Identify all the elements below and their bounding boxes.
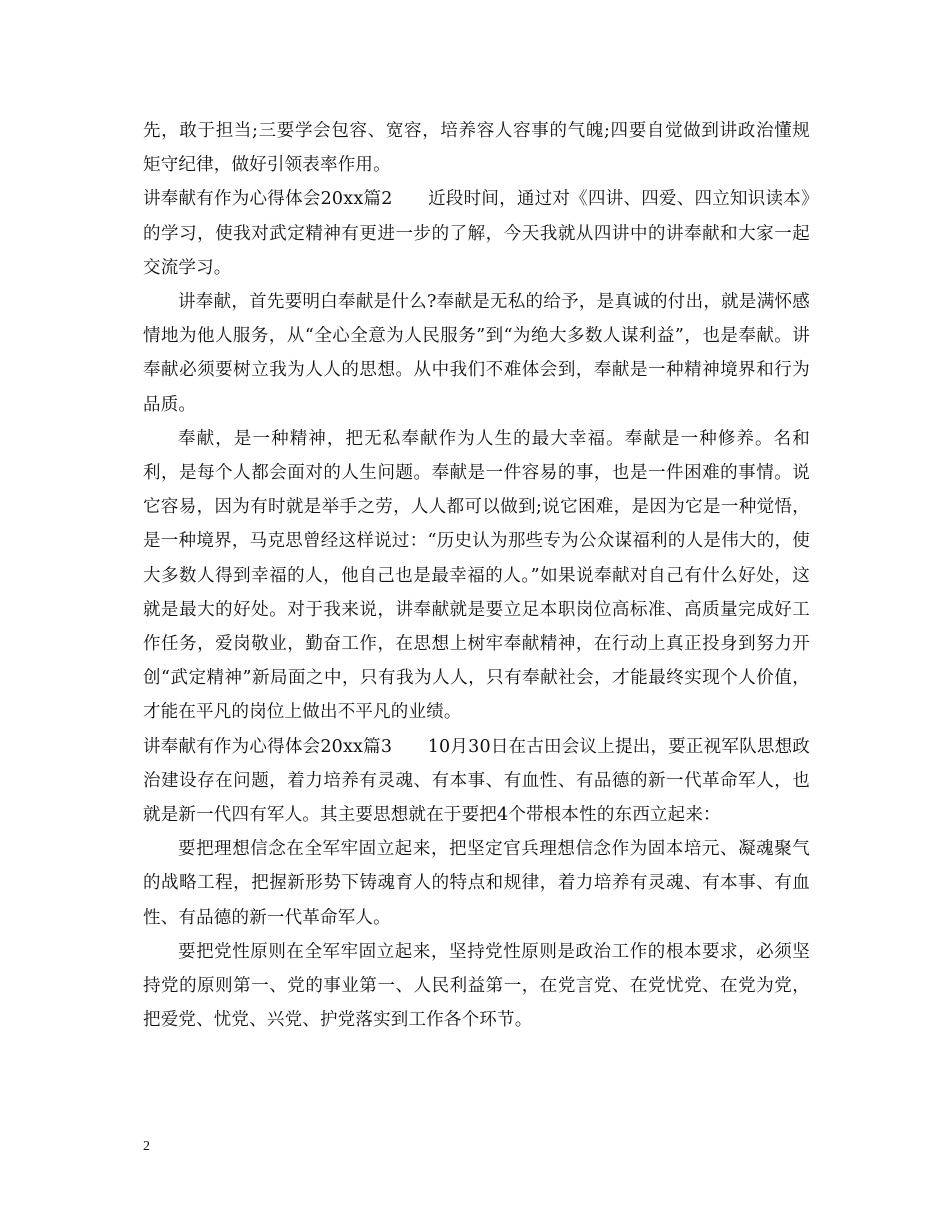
page-number: 2 (143, 1139, 150, 1154)
document-body (143, 114, 810, 1037)
paragraph-section-3-heading: 讲奉献有作为心得体会20xx篇3 10月30日在古田会议上提出，要正视军队思想政治建设存在问题，着力培养有灵魂、有本事、有血性、有品德的新一代革命军人，也就是新一代四有军人。其主要思想就在于要把4个带根本性的东西立起来： (143, 736, 810, 826)
paragraph-dedication-spirit: 奉献，是一种精神，把无私奉献作为人生的最大幸福。奉献是一种修养。名和利，是每个人都会面对的人生问题。奉献是一件容易的事，也是一件困难的事情。说它容易，因为有时就是举手之劳，人人都可以做到;说它困难，是因为它是一种觉悟，是一种境界，马克思曾经这样说过：“历史认为那些专为公众谋福利的人是伟大的，使大多数人得到幸福的人，他自己也是最幸福的人。”如果说奉献对自己有什么好处，这就是最大的好处。对于我来说，讲奉献就是要立足本职岗位高标准、高质量完成好工作任务，爱岗敬业，勤奋工作，在思想上树牢奉献精神，在行动上真正投身到努力开创“武定精神”新局面之中，只有我为人人，只有奉献社会，才能最终实现个人价值，才能在平凡的岗位上做出不平凡的业绩。 (143, 428, 810, 723)
paragraph-section-2-heading: 讲奉献有作为心得体会20xx篇2 近段时间，通过对《四讲、四爱、四立知识读本》的学习，使我对武定精神有更进一步的了解，今天我就从四讲中的讲奉献和大家一起交流学习。 (143, 189, 810, 278)
paragraph-party-principle: 要把党性原则在全军牢固立起来，坚持党性原则是政治工作的根本要求，必须坚持党的原则第一、党的事业第一、人民利益第一，在党言党、在党忧党、在党为党，把爱党、忧党、兴党、护党落实到工作各个环节。 (143, 941, 810, 1031)
paragraph-continuation: 先，敢于担当;三要学会包容、宽容，培养容人容事的气魄;四要自觉做到讲政治懂规矩守纪律，做好引领表率作用。 (143, 121, 810, 176)
paragraph-ideals-belief: 要把理想信念在全军牢固立起来，把坚定官兵理想信念作为固本培元、凝魂聚气的战略工程，把握新形势下铸魂育人的特点和规律，着力培养有灵魂、有本事、有血性、有品德的新一代革命军人。 (143, 839, 810, 928)
paragraph-what-is-dedication: 讲奉献，首先要明白奉献是什么?奉献是无私的给予，是真诚的付出，就是满怀感情地为他人服务，从“全心全意为人民服务”到“为绝大多数人谋利益”，也是奉献。讲奉献必须要树立我为人人的思想。从中我们不难体会到，奉献是一种精神境界和行为品质。 (143, 292, 810, 415)
